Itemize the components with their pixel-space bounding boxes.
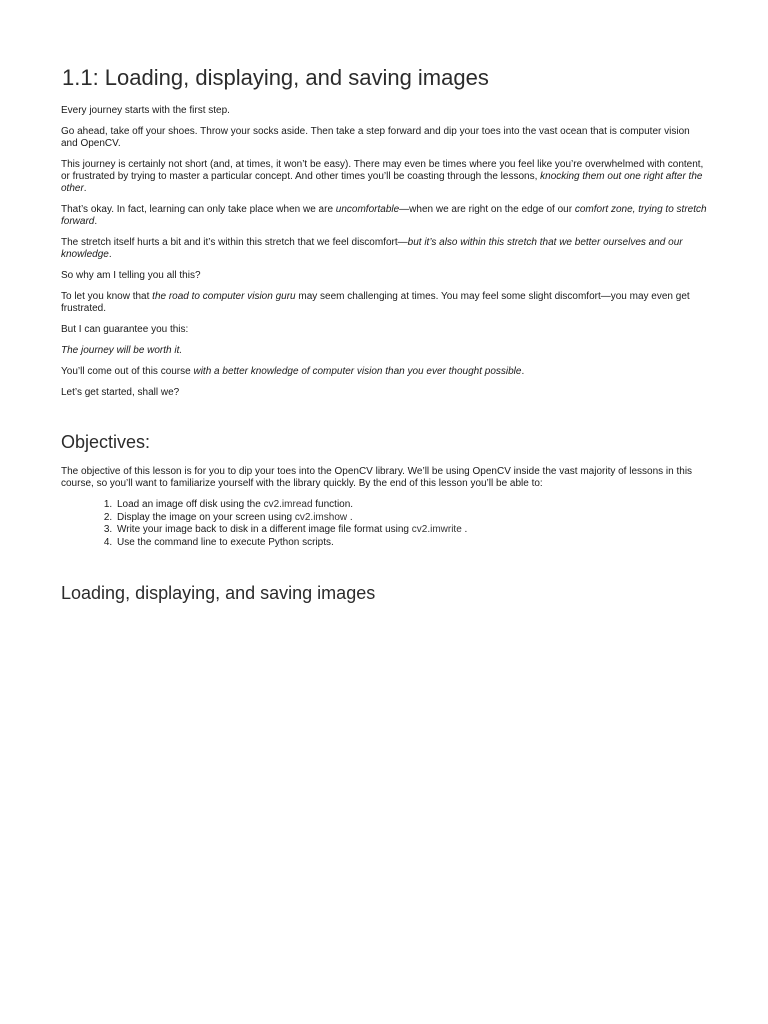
text-run: function. xyxy=(312,499,354,510)
objective-item xyxy=(115,512,709,525)
text-run: —when we are right on the edge of our xyxy=(399,204,575,215)
intro-paragraph xyxy=(61,366,709,378)
objective-item xyxy=(115,524,709,537)
text-run: may seem challenging at times. You may feel some slight discomfort—you may even get frustrated. xyxy=(61,291,690,314)
text-run: . xyxy=(94,216,98,227)
text-run: Every journey starts with the first step. xyxy=(61,105,230,116)
text-run: Go ahead, take off your shoes. Throw your socks aside. Then take a step forward and dip your toes into the vast ocean that is computer vision and OpenCV. xyxy=(61,126,690,149)
intro-paragraph xyxy=(61,291,709,315)
text-run: . xyxy=(83,183,87,194)
emphasis-text: uncomfortable xyxy=(335,204,400,215)
intro-paragraph xyxy=(61,345,709,357)
text-run: So why am I telling you all this? xyxy=(61,270,201,281)
intro-paragraph xyxy=(61,204,709,228)
objective-item xyxy=(115,537,709,550)
code-inline: cv2.imshow xyxy=(294,511,348,523)
page-title: 1.1: Loading, displaying, and saving images xyxy=(62,65,489,90)
intro-paragraph xyxy=(61,126,709,150)
text-run: That’s okay. In fact, learning can only take place when we are xyxy=(61,204,336,215)
section-heading-loading: Loading, displaying, and saving images xyxy=(61,583,376,603)
text-run: Display the image on your screen using xyxy=(117,511,295,523)
text-run: You’ll come out of this course xyxy=(61,366,194,377)
objective-item xyxy=(115,499,709,512)
objectives-list xyxy=(61,499,709,549)
text-run: Let’s get started, shall we? xyxy=(61,387,180,398)
intro-paragraph xyxy=(61,105,709,117)
document-page xyxy=(61,62,709,605)
emphasis-text: knocking them out one right after the other xyxy=(61,171,703,194)
text-run: Load an image off disk using the xyxy=(117,499,264,510)
emphasis-text: The journey will be worth it. xyxy=(61,345,183,356)
text-run: But I can guarantee you this: xyxy=(61,324,189,335)
text-run: Write your image back to disk in a different image file format using xyxy=(117,524,412,535)
text-run: . xyxy=(347,511,353,523)
emphasis-text: with a better knowledge of computer vision than you ever thought possible xyxy=(193,366,522,377)
intro-section xyxy=(61,105,709,399)
code-inline: cv2.imwrite xyxy=(411,524,462,535)
text-run: . xyxy=(461,524,468,535)
intro-paragraph xyxy=(61,159,709,195)
text-run: . xyxy=(108,249,112,260)
text-run: The stretch itself hurts a bit and it’s within this stretch that we feel discomfort— xyxy=(61,237,408,248)
emphasis-text: comfort zone, trying to stretch forward xyxy=(61,204,707,227)
intro-paragraph xyxy=(61,387,709,399)
text-run: Use the command line to execute Python scripts. xyxy=(117,536,334,548)
text-run: . xyxy=(521,366,525,377)
code-inline: cv2.imread xyxy=(263,499,313,510)
intro-paragraph xyxy=(61,237,709,261)
objectives-text: The objective of this lesson is for you to dip your toes into the OpenCV library. We’ll be using OpenCV inside the vast majority of lessons in this course, so you’ll want to familiarize yourself with the library quickly. By the end of this lesson you’ll be able to: xyxy=(61,466,693,489)
text-run: To let you know that xyxy=(61,291,153,302)
text-run: This journey is certainly not short (and, at times, it won’t be easy). There may even be times where you feel like you’re overwhelmed with content, or frustrated by trying to master a particular concept. And other times you’ll be coasting through the lessons, xyxy=(61,159,704,182)
emphasis-text: but it’s also within this stretch that we better ourselves and our knowledge xyxy=(61,237,683,260)
objectives-heading: Objectives: xyxy=(61,432,151,452)
emphasis-text: the road to computer vision guru xyxy=(152,291,296,302)
intro-paragraph xyxy=(61,324,709,336)
intro-paragraph xyxy=(61,270,709,282)
